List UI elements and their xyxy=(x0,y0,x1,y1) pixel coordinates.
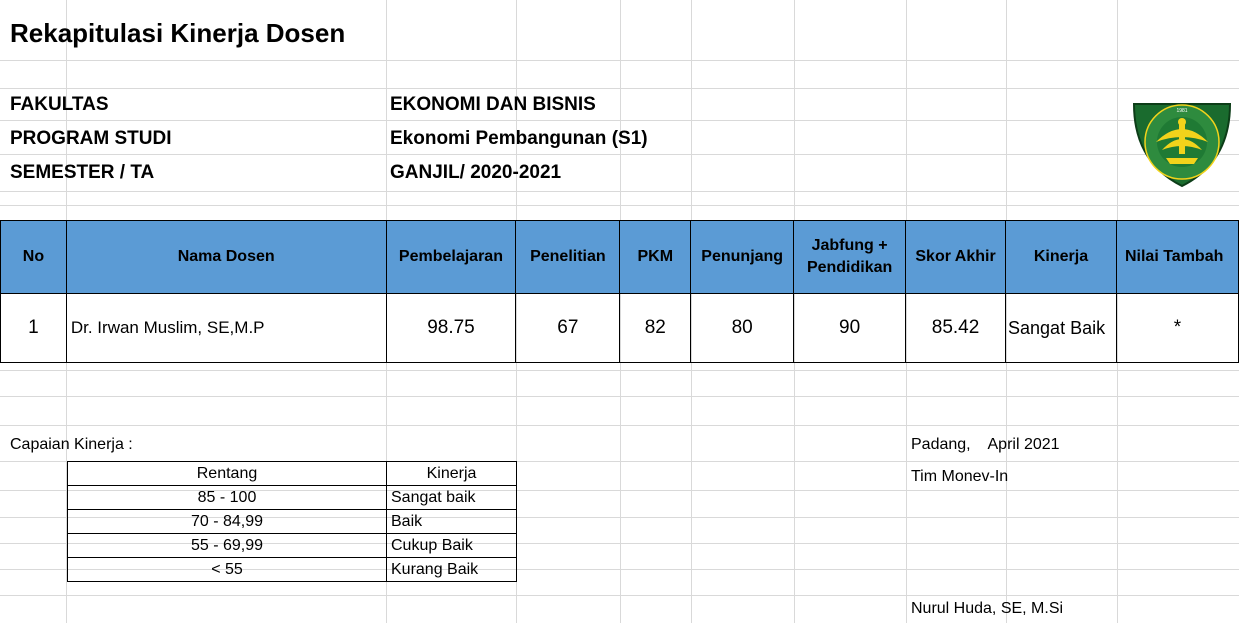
legend-row xyxy=(68,534,517,558)
signature-name[interactable]: Nurul Huda, SE, M.Si xyxy=(911,600,1064,617)
legend-header-kinerja[interactable]: Kinerja xyxy=(387,462,517,486)
legend-rentang[interactable]: < 55 xyxy=(68,558,387,582)
fakultas-label[interactable]: FAKULTAS xyxy=(10,94,109,115)
prodi-label[interactable]: PROGRAM STUDI xyxy=(10,128,172,149)
header-pembelajaran[interactable]: Pembelajaran xyxy=(386,221,516,294)
cell-nilai-tambah[interactable]: * xyxy=(1116,294,1238,363)
legend-kinerja[interactable]: Baik xyxy=(387,510,517,534)
legend-rentang[interactable]: 85 - 100 xyxy=(68,486,387,510)
cell-nama-dosen[interactable]: Dr. Irwan Muslim, SE,M.P xyxy=(66,294,386,363)
capaian-label[interactable]: Capaian Kinerja : xyxy=(10,436,133,453)
sheet-title[interactable]: Rekapitulasi Kinerja Dosen xyxy=(10,18,346,48)
header-penelitian[interactable]: Penelitian xyxy=(516,221,620,294)
lecturer-performance-table xyxy=(0,220,1239,363)
signature-team[interactable]: Tim Monev-In xyxy=(911,468,1009,485)
performance-legend-table xyxy=(67,461,517,582)
semester-value[interactable]: GANJIL/ 2020-2021 xyxy=(390,162,562,183)
header-jabfung-line2: Pendidikan xyxy=(806,259,893,276)
cell-jabfung[interactable]: 90 xyxy=(794,294,906,363)
prodi-value[interactable]: Ekonomi Pembangunan (S1) xyxy=(390,128,648,149)
cell-penunjang[interactable]: 80 xyxy=(691,294,794,363)
header-pkm[interactable]: PKM xyxy=(620,221,691,294)
header-nilai-tambah[interactable]: Nilai Tambah xyxy=(1116,221,1238,294)
legend-kinerja[interactable]: Kurang Baik xyxy=(387,558,517,582)
legend-row xyxy=(68,558,517,582)
header-nama-dosen[interactable]: Nama Dosen xyxy=(66,221,386,294)
table-row xyxy=(1,294,1239,363)
svg-text:1981: 1981 xyxy=(1176,108,1188,114)
university-logo-icon xyxy=(1126,98,1238,190)
legend-rentang[interactable]: 55 - 69,99 xyxy=(68,534,387,558)
cell-penelitian[interactable]: 67 xyxy=(516,294,620,363)
cell-skor-akhir[interactable]: 85.42 xyxy=(906,294,1006,363)
legend-rentang[interactable]: 70 - 84,99 xyxy=(68,510,387,534)
table-header-row xyxy=(1,221,1239,294)
header-penunjang[interactable]: Penunjang xyxy=(691,221,794,294)
header-jabfung-pendidikan[interactable] xyxy=(794,221,906,294)
cell-no[interactable]: 1 xyxy=(1,294,67,363)
cell-pkm[interactable]: 82 xyxy=(620,294,691,363)
cell-pembelajaran[interactable]: 98.75 xyxy=(386,294,516,363)
header-kinerja[interactable]: Kinerja xyxy=(1006,221,1117,294)
header-jabfung-line1: Jabfung + xyxy=(811,237,888,254)
legend-kinerja[interactable]: Cukup Baik xyxy=(387,534,517,558)
cell-kinerja[interactable]: Sangat Baik xyxy=(1006,294,1117,363)
legend-kinerja[interactable]: Sangat baik xyxy=(387,486,517,510)
semester-label[interactable]: SEMESTER / TA xyxy=(10,162,155,183)
signature-place-date[interactable]: Padang, April 2021 xyxy=(911,436,1060,453)
header-no[interactable]: No xyxy=(1,221,67,294)
legend-header-row xyxy=(68,462,517,486)
legend-row xyxy=(68,486,517,510)
legend-header-rentang[interactable]: Rentang xyxy=(68,462,387,486)
fakultas-value[interactable]: EKONOMI DAN BISNIS xyxy=(390,94,596,115)
legend-row xyxy=(68,510,517,534)
header-skor-akhir[interactable]: Skor Akhir xyxy=(906,221,1006,294)
